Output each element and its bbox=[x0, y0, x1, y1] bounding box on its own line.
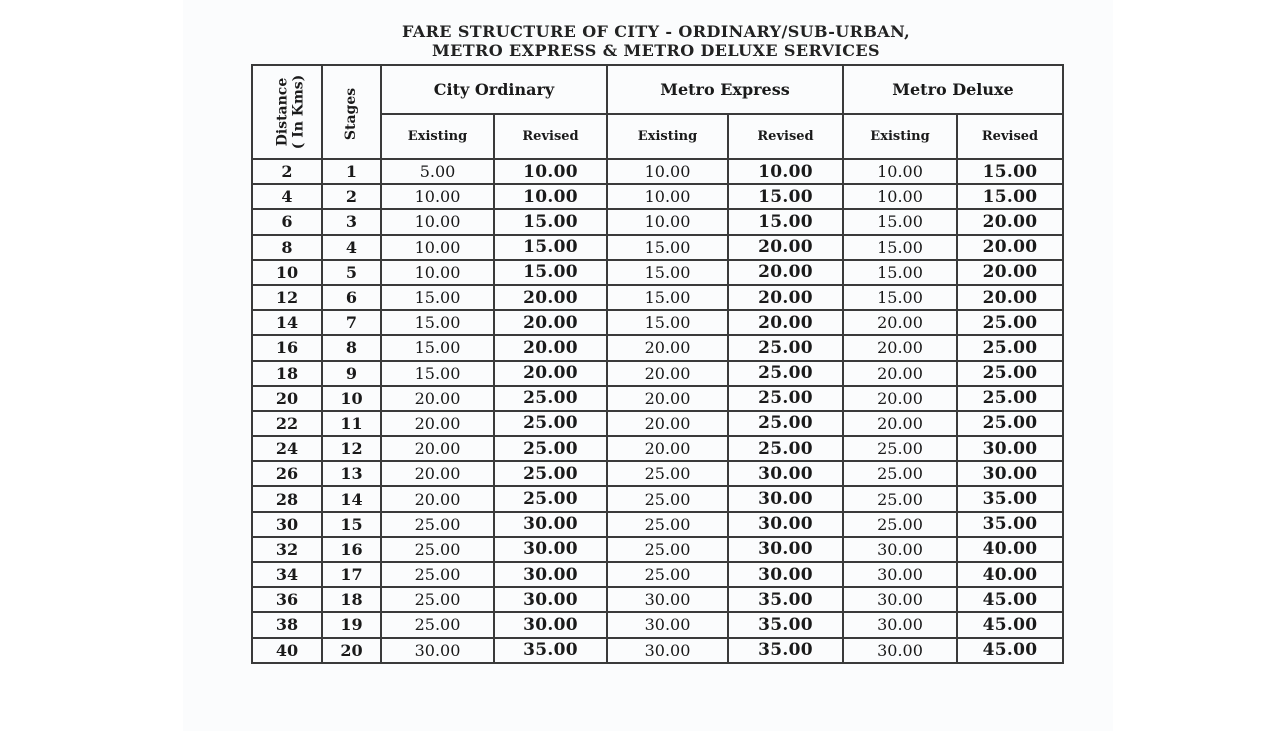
city-ordinary-existing-cell: 25.00 bbox=[381, 562, 494, 587]
metro-express-revised-cell: 30.00 bbox=[728, 461, 843, 486]
city-ordinary-revised-cell: 15.00 bbox=[494, 209, 607, 234]
metro-deluxe-existing-cell: 20.00 bbox=[843, 361, 957, 386]
city-ordinary-revised-cell: 30.00 bbox=[494, 612, 607, 637]
city-ordinary-revised-cell: 25.00 bbox=[494, 461, 607, 486]
city-ordinary-revised-cell: 35.00 bbox=[494, 638, 607, 663]
city-ordinary-revised-cell: 25.00 bbox=[494, 486, 607, 511]
metro-express-existing-cell: 20.00 bbox=[607, 411, 728, 436]
distance-cell: 28 bbox=[252, 486, 322, 511]
city-ordinary-existing-cell: 10.00 bbox=[381, 184, 494, 209]
city-ordinary-revised-cell: 20.00 bbox=[494, 335, 607, 360]
metro-deluxe-existing-cell: 30.00 bbox=[843, 638, 957, 663]
city-ordinary-existing-cell: 20.00 bbox=[381, 461, 494, 486]
table-row bbox=[252, 436, 1063, 461]
metro-express-existing-cell: 10.00 bbox=[607, 209, 728, 234]
city-ordinary-revised-cell: 15.00 bbox=[494, 260, 607, 285]
metro-express-revised-cell: 20.00 bbox=[728, 310, 843, 335]
metro-deluxe-revised-cell: 25.00 bbox=[957, 361, 1063, 386]
city-ordinary-existing-cell: 10.00 bbox=[381, 235, 494, 260]
table-row bbox=[252, 411, 1063, 436]
city-ordinary-existing-cell: 20.00 bbox=[381, 386, 494, 411]
fare-table-body bbox=[252, 159, 1063, 663]
metro-deluxe-revised-cell: 45.00 bbox=[957, 612, 1063, 637]
stage-cell: 12 bbox=[322, 436, 381, 461]
page-title bbox=[250, 22, 1062, 60]
metro-deluxe-revised-cell: 45.00 bbox=[957, 587, 1063, 612]
distance-cell: 10 bbox=[252, 260, 322, 285]
distance-cell: 8 bbox=[252, 235, 322, 260]
distance-cell: 2 bbox=[252, 159, 322, 184]
distance-cell: 38 bbox=[252, 612, 322, 637]
table-row bbox=[252, 184, 1063, 209]
distance-header bbox=[252, 65, 322, 159]
distance-cell: 12 bbox=[252, 285, 322, 310]
city-ordinary-existing-cell: 15.00 bbox=[381, 361, 494, 386]
city-ordinary-revised-cell: 25.00 bbox=[494, 436, 607, 461]
city-ordinary-revised-cell: 20.00 bbox=[494, 361, 607, 386]
table-row bbox=[252, 209, 1063, 234]
metro-express-revised-cell: 25.00 bbox=[728, 436, 843, 461]
stage-cell: 14 bbox=[322, 486, 381, 511]
stage-cell: 11 bbox=[322, 411, 381, 436]
table-row bbox=[252, 159, 1063, 184]
table-row bbox=[252, 285, 1063, 310]
metro-deluxe-existing-cell: 15.00 bbox=[843, 285, 957, 310]
city-ordinary-existing-cell: 20.00 bbox=[381, 411, 494, 436]
distance-cell: 26 bbox=[252, 461, 322, 486]
metro-express-existing-cell: 30.00 bbox=[607, 638, 728, 663]
metro-express-existing-cell: 15.00 bbox=[607, 260, 728, 285]
stage-cell: 2 bbox=[322, 184, 381, 209]
metro-deluxe-revised-cell: 20.00 bbox=[957, 209, 1063, 234]
metro-deluxe-revised-cell: 35.00 bbox=[957, 486, 1063, 511]
stage-cell: 18 bbox=[322, 587, 381, 612]
city-ordinary-existing-cell: 5.00 bbox=[381, 159, 494, 184]
metro-deluxe-existing-cell: 10.00 bbox=[843, 184, 957, 209]
distance-cell: 32 bbox=[252, 537, 322, 562]
city-ordinary-existing-cell: 25.00 bbox=[381, 537, 494, 562]
metro-express-existing-cell: 25.00 bbox=[607, 562, 728, 587]
metro-deluxe-existing-cell: 25.00 bbox=[843, 461, 957, 486]
distance-unit-label: ( In Kms) bbox=[290, 74, 307, 150]
table-row bbox=[252, 638, 1063, 663]
metro-deluxe-revised-cell: 25.00 bbox=[957, 386, 1063, 411]
city-ordinary-existing-cell: 25.00 bbox=[381, 512, 494, 537]
group-header-city-ordinary: City Ordinary bbox=[381, 65, 607, 114]
table-row bbox=[252, 612, 1063, 637]
metro-express-revised-cell: 20.00 bbox=[728, 235, 843, 260]
metro-deluxe-existing-cell: 15.00 bbox=[843, 235, 957, 260]
metro-deluxe-existing-cell: 30.00 bbox=[843, 537, 957, 562]
distance-cell: 20 bbox=[252, 386, 322, 411]
distance-cell: 6 bbox=[252, 209, 322, 234]
city-ordinary-existing-cell: 15.00 bbox=[381, 335, 494, 360]
distance-cell: 22 bbox=[252, 411, 322, 436]
city-ordinary-revised-cell: 30.00 bbox=[494, 562, 607, 587]
metro-express-revised-cell: 35.00 bbox=[728, 587, 843, 612]
sub-header-existing: Existing bbox=[607, 114, 728, 159]
distance-cell: 4 bbox=[252, 184, 322, 209]
metro-deluxe-revised-cell: 40.00 bbox=[957, 537, 1063, 562]
metro-express-revised-cell: 25.00 bbox=[728, 411, 843, 436]
metro-express-existing-cell: 20.00 bbox=[607, 436, 728, 461]
sub-header-existing: Existing bbox=[843, 114, 957, 159]
city-ordinary-revised-cell: 30.00 bbox=[494, 537, 607, 562]
stage-cell: 10 bbox=[322, 386, 381, 411]
table-row bbox=[252, 461, 1063, 486]
table-row bbox=[252, 512, 1063, 537]
sub-header-existing: Existing bbox=[381, 114, 494, 159]
metro-express-existing-cell: 20.00 bbox=[607, 361, 728, 386]
distance-cell: 14 bbox=[252, 310, 322, 335]
stages-header-label: Stages bbox=[343, 87, 360, 140]
metro-express-revised-cell: 25.00 bbox=[728, 335, 843, 360]
metro-deluxe-revised-cell: 20.00 bbox=[957, 235, 1063, 260]
metro-express-existing-cell: 10.00 bbox=[607, 159, 728, 184]
metro-express-revised-cell: 15.00 bbox=[728, 184, 843, 209]
metro-deluxe-existing-cell: 20.00 bbox=[843, 386, 957, 411]
table-row bbox=[252, 386, 1063, 411]
metro-express-existing-cell: 25.00 bbox=[607, 512, 728, 537]
distance-cell: 24 bbox=[252, 436, 322, 461]
stage-cell: 13 bbox=[322, 461, 381, 486]
city-ordinary-revised-cell: 20.00 bbox=[494, 310, 607, 335]
table-row bbox=[252, 335, 1063, 360]
stage-cell: 7 bbox=[322, 310, 381, 335]
metro-express-revised-cell: 25.00 bbox=[728, 386, 843, 411]
metro-deluxe-existing-cell: 15.00 bbox=[843, 260, 957, 285]
stage-cell: 16 bbox=[322, 537, 381, 562]
metro-deluxe-existing-cell: 30.00 bbox=[843, 612, 957, 637]
stage-cell: 8 bbox=[322, 335, 381, 360]
metro-express-revised-cell: 35.00 bbox=[728, 612, 843, 637]
metro-express-existing-cell: 10.00 bbox=[607, 184, 728, 209]
metro-express-existing-cell: 30.00 bbox=[607, 612, 728, 637]
distance-cell: 34 bbox=[252, 562, 322, 587]
metro-deluxe-existing-cell: 20.00 bbox=[843, 310, 957, 335]
city-ordinary-revised-cell: 15.00 bbox=[494, 235, 607, 260]
metro-deluxe-existing-cell: 25.00 bbox=[843, 512, 957, 537]
title-line-2: METRO EXPRESS & METRO DELUXE SERVICES bbox=[432, 41, 880, 60]
distance-cell: 36 bbox=[252, 587, 322, 612]
metro-deluxe-existing-cell: 25.00 bbox=[843, 436, 957, 461]
stages-header bbox=[322, 65, 381, 159]
metro-deluxe-existing-cell: 15.00 bbox=[843, 209, 957, 234]
metro-deluxe-existing-cell: 30.00 bbox=[843, 587, 957, 612]
sub-header-revised: Revised bbox=[494, 114, 607, 159]
metro-express-existing-cell: 25.00 bbox=[607, 461, 728, 486]
stage-cell: 17 bbox=[322, 562, 381, 587]
table-row bbox=[252, 537, 1063, 562]
table-row bbox=[252, 310, 1063, 335]
metro-express-revised-cell: 30.00 bbox=[728, 486, 843, 511]
city-ordinary-existing-cell: 15.00 bbox=[381, 310, 494, 335]
stage-cell: 4 bbox=[322, 235, 381, 260]
stage-cell: 6 bbox=[322, 285, 381, 310]
metro-express-existing-cell: 30.00 bbox=[607, 587, 728, 612]
metro-deluxe-existing-cell: 20.00 bbox=[843, 335, 957, 360]
fare-table bbox=[251, 64, 1064, 664]
metro-deluxe-revised-cell: 35.00 bbox=[957, 512, 1063, 537]
metro-express-existing-cell: 15.00 bbox=[607, 285, 728, 310]
table-row bbox=[252, 361, 1063, 386]
metro-express-existing-cell: 15.00 bbox=[607, 310, 728, 335]
table-row bbox=[252, 562, 1063, 587]
stage-cell: 15 bbox=[322, 512, 381, 537]
table-row bbox=[252, 235, 1063, 260]
distance-cell: 18 bbox=[252, 361, 322, 386]
city-ordinary-revised-cell: 20.00 bbox=[494, 285, 607, 310]
sub-header-revised: Revised bbox=[957, 114, 1063, 159]
metro-express-revised-cell: 10.00 bbox=[728, 159, 843, 184]
stage-cell: 19 bbox=[322, 612, 381, 637]
metro-express-revised-cell: 25.00 bbox=[728, 361, 843, 386]
city-ordinary-existing-cell: 25.00 bbox=[381, 612, 494, 637]
metro-deluxe-revised-cell: 25.00 bbox=[957, 411, 1063, 436]
metro-express-revised-cell: 15.00 bbox=[728, 209, 843, 234]
metro-deluxe-revised-cell: 30.00 bbox=[957, 461, 1063, 486]
city-ordinary-revised-cell: 30.00 bbox=[494, 587, 607, 612]
metro-deluxe-existing-cell: 20.00 bbox=[843, 411, 957, 436]
metro-express-revised-cell: 20.00 bbox=[728, 260, 843, 285]
metro-deluxe-existing-cell: 30.00 bbox=[843, 562, 957, 587]
stage-cell: 1 bbox=[322, 159, 381, 184]
city-ordinary-existing-cell: 30.00 bbox=[381, 638, 494, 663]
metro-express-revised-cell: 30.00 bbox=[728, 562, 843, 587]
metro-express-existing-cell: 15.00 bbox=[607, 235, 728, 260]
metro-deluxe-revised-cell: 20.00 bbox=[957, 260, 1063, 285]
table-row bbox=[252, 486, 1063, 511]
metro-deluxe-revised-cell: 30.00 bbox=[957, 436, 1063, 461]
group-header-metro-express: Metro Express bbox=[607, 65, 843, 114]
metro-deluxe-revised-cell: 40.00 bbox=[957, 562, 1063, 587]
metro-express-existing-cell: 20.00 bbox=[607, 335, 728, 360]
city-ordinary-existing-cell: 10.00 bbox=[381, 260, 494, 285]
city-ordinary-revised-cell: 10.00 bbox=[494, 159, 607, 184]
stage-cell: 9 bbox=[322, 361, 381, 386]
metro-deluxe-existing-cell: 10.00 bbox=[843, 159, 957, 184]
distance-header-label: Distance bbox=[274, 77, 291, 147]
metro-express-revised-cell: 35.00 bbox=[728, 638, 843, 663]
metro-express-existing-cell: 20.00 bbox=[607, 386, 728, 411]
table-row bbox=[252, 260, 1063, 285]
title-line-1: FARE STRUCTURE OF CITY - ORDINARY/SUB-URBAN, bbox=[401, 22, 911, 41]
table-row bbox=[252, 587, 1063, 612]
metro-deluxe-revised-cell: 15.00 bbox=[957, 184, 1063, 209]
distance-cell: 30 bbox=[252, 512, 322, 537]
city-ordinary-revised-cell: 25.00 bbox=[494, 411, 607, 436]
metro-express-revised-cell: 20.00 bbox=[728, 285, 843, 310]
metro-express-existing-cell: 25.00 bbox=[607, 486, 728, 511]
city-ordinary-revised-cell: 10.00 bbox=[494, 184, 607, 209]
metro-deluxe-existing-cell: 25.00 bbox=[843, 486, 957, 511]
metro-express-existing-cell: 25.00 bbox=[607, 537, 728, 562]
sub-header-revised: Revised bbox=[728, 114, 843, 159]
city-ordinary-existing-cell: 10.00 bbox=[381, 209, 494, 234]
group-header-metro-deluxe: Metro Deluxe bbox=[843, 65, 1063, 114]
stage-cell: 5 bbox=[322, 260, 381, 285]
stage-cell: 3 bbox=[322, 209, 381, 234]
stage-cell: 20 bbox=[322, 638, 381, 663]
metro-deluxe-revised-cell: 20.00 bbox=[957, 285, 1063, 310]
metro-deluxe-revised-cell: 25.00 bbox=[957, 335, 1063, 360]
metro-deluxe-revised-cell: 45.00 bbox=[957, 638, 1063, 663]
distance-cell: 40 bbox=[252, 638, 322, 663]
city-ordinary-revised-cell: 25.00 bbox=[494, 386, 607, 411]
metro-express-revised-cell: 30.00 bbox=[728, 512, 843, 537]
city-ordinary-revised-cell: 30.00 bbox=[494, 512, 607, 537]
city-ordinary-existing-cell: 15.00 bbox=[381, 285, 494, 310]
city-ordinary-existing-cell: 20.00 bbox=[381, 436, 494, 461]
distance-cell: 16 bbox=[252, 335, 322, 360]
city-ordinary-existing-cell: 20.00 bbox=[381, 486, 494, 511]
metro-deluxe-revised-cell: 25.00 bbox=[957, 310, 1063, 335]
metro-express-revised-cell: 30.00 bbox=[728, 537, 843, 562]
metro-deluxe-revised-cell: 15.00 bbox=[957, 159, 1063, 184]
city-ordinary-existing-cell: 25.00 bbox=[381, 587, 494, 612]
